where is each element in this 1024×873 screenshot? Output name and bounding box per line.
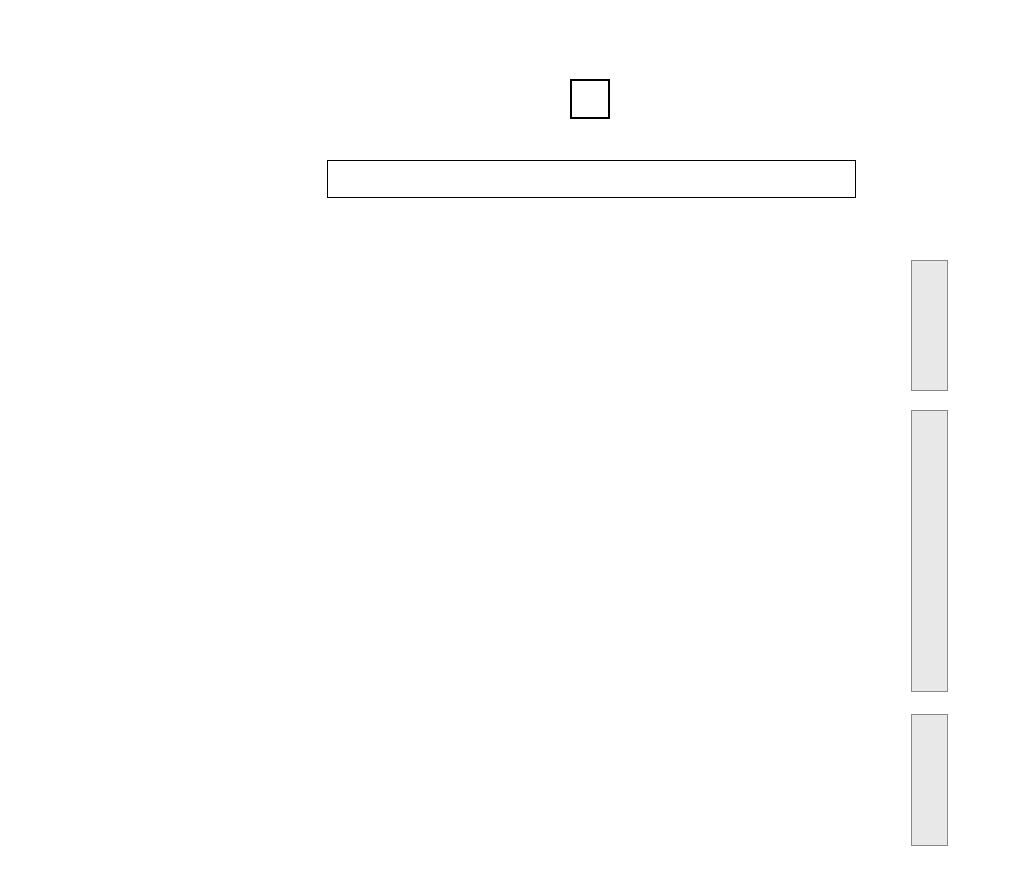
presse-table-3 [911,714,948,846]
verwaltung-chairs [340,125,850,161]
presse-table-2 [911,410,948,692]
presse-table-1 [911,260,948,391]
ob-box [570,79,610,119]
presse-chairs [950,260,1000,850]
verwaltungsvorstand-table [327,160,856,198]
presse-area [911,260,948,846]
